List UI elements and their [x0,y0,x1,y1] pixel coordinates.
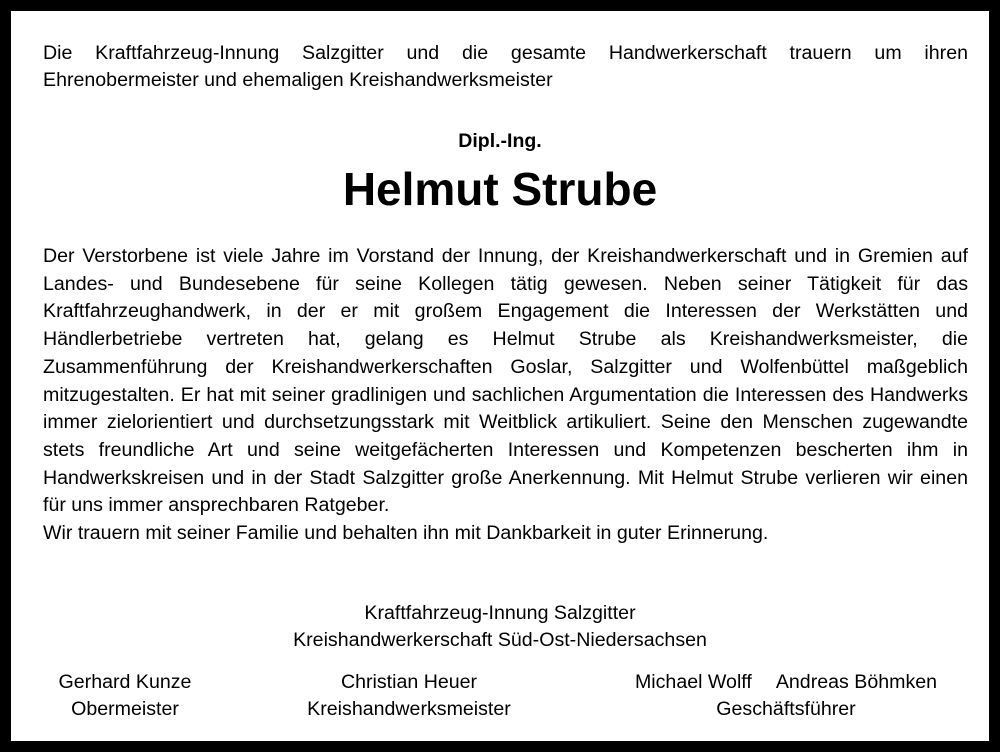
signatory-managers [601,669,971,723]
signatory-title: Obermeister [71,698,179,720]
closing-sentence: Wir trauern mit seiner Familie und behalten ihn mit Dankbarkeit in guter Erinnerung. [43,522,769,545]
signatory-names [601,669,971,696]
signatory-title: Kreishandwerksmeister [307,698,511,720]
signatory-title: Geschäftsführer [716,698,856,720]
signatory-name-wolff: Michael Wolff [634,671,752,693]
signatory-name-boehmken: Andreas Böhmken [775,671,938,693]
signatory-name: Christian Heuer [340,671,478,693]
organization-innung: Kraftfahrzeug-Innung Salzgitter [364,602,636,624]
tribute-paragraph: Der Verstorbene ist viele Jahre im Vorstand der Innung, der Kreishandwerkerschaft und in Gremien auf Landes- und Bundesebene für seine Kollegen tätig gewesen. Neben seiner Tätigkeit für das Kraftfahrzeughandwerk, in der er mit großem Engagement die Interessen der Werkstätten und Händlerbetriebe vertreten hat, gelang es Helmut Strube als Kreishandwerksmeister, die Zusammenführung der Kreishandwerkerschaften Goslar, Salzgitter und Wolfenbüttel maßgeblich mitzugestalten. Er hat mit seiner gradlinigen und sachlichen Argumentation die Interessen des Handwerks immer zielorientiert und durchsetzungsstark mit Weitblick artikuliert. Seine den Menschen zugewandte stets freundliche Art und seine weitgefächerten Interessen und Kompetenzen bescherten ihm in Handwerkskreisen und in der Stadt Salzgitter große Anerkennung. Mit Helmut Strube verlieren wir einen für uns immer ansprechbaren Ratgeber. [43,245,968,517]
intro-text: Die Kraftfahrzeug-Innung Salzgitter und die gesamte Handwerkerschaft trauern um ihren Ehrenobermeister und ehemaligen Kreishandwerksmeister [43,42,968,91]
honorific-title: Dipl.-Ing. [458,130,542,152]
signatory-kunze [43,669,207,723]
signatory-name: Gerhard Kunze [58,671,192,693]
organization-kreishandwerkerschaft: Kreishandwerkerschaft Süd-Ost-Niedersachsen [293,629,707,651]
signatory-heuer [281,669,537,723]
deceased-name: Helmut Strube [342,163,658,215]
tribute-text [43,243,968,548]
organizations-block [11,600,989,654]
